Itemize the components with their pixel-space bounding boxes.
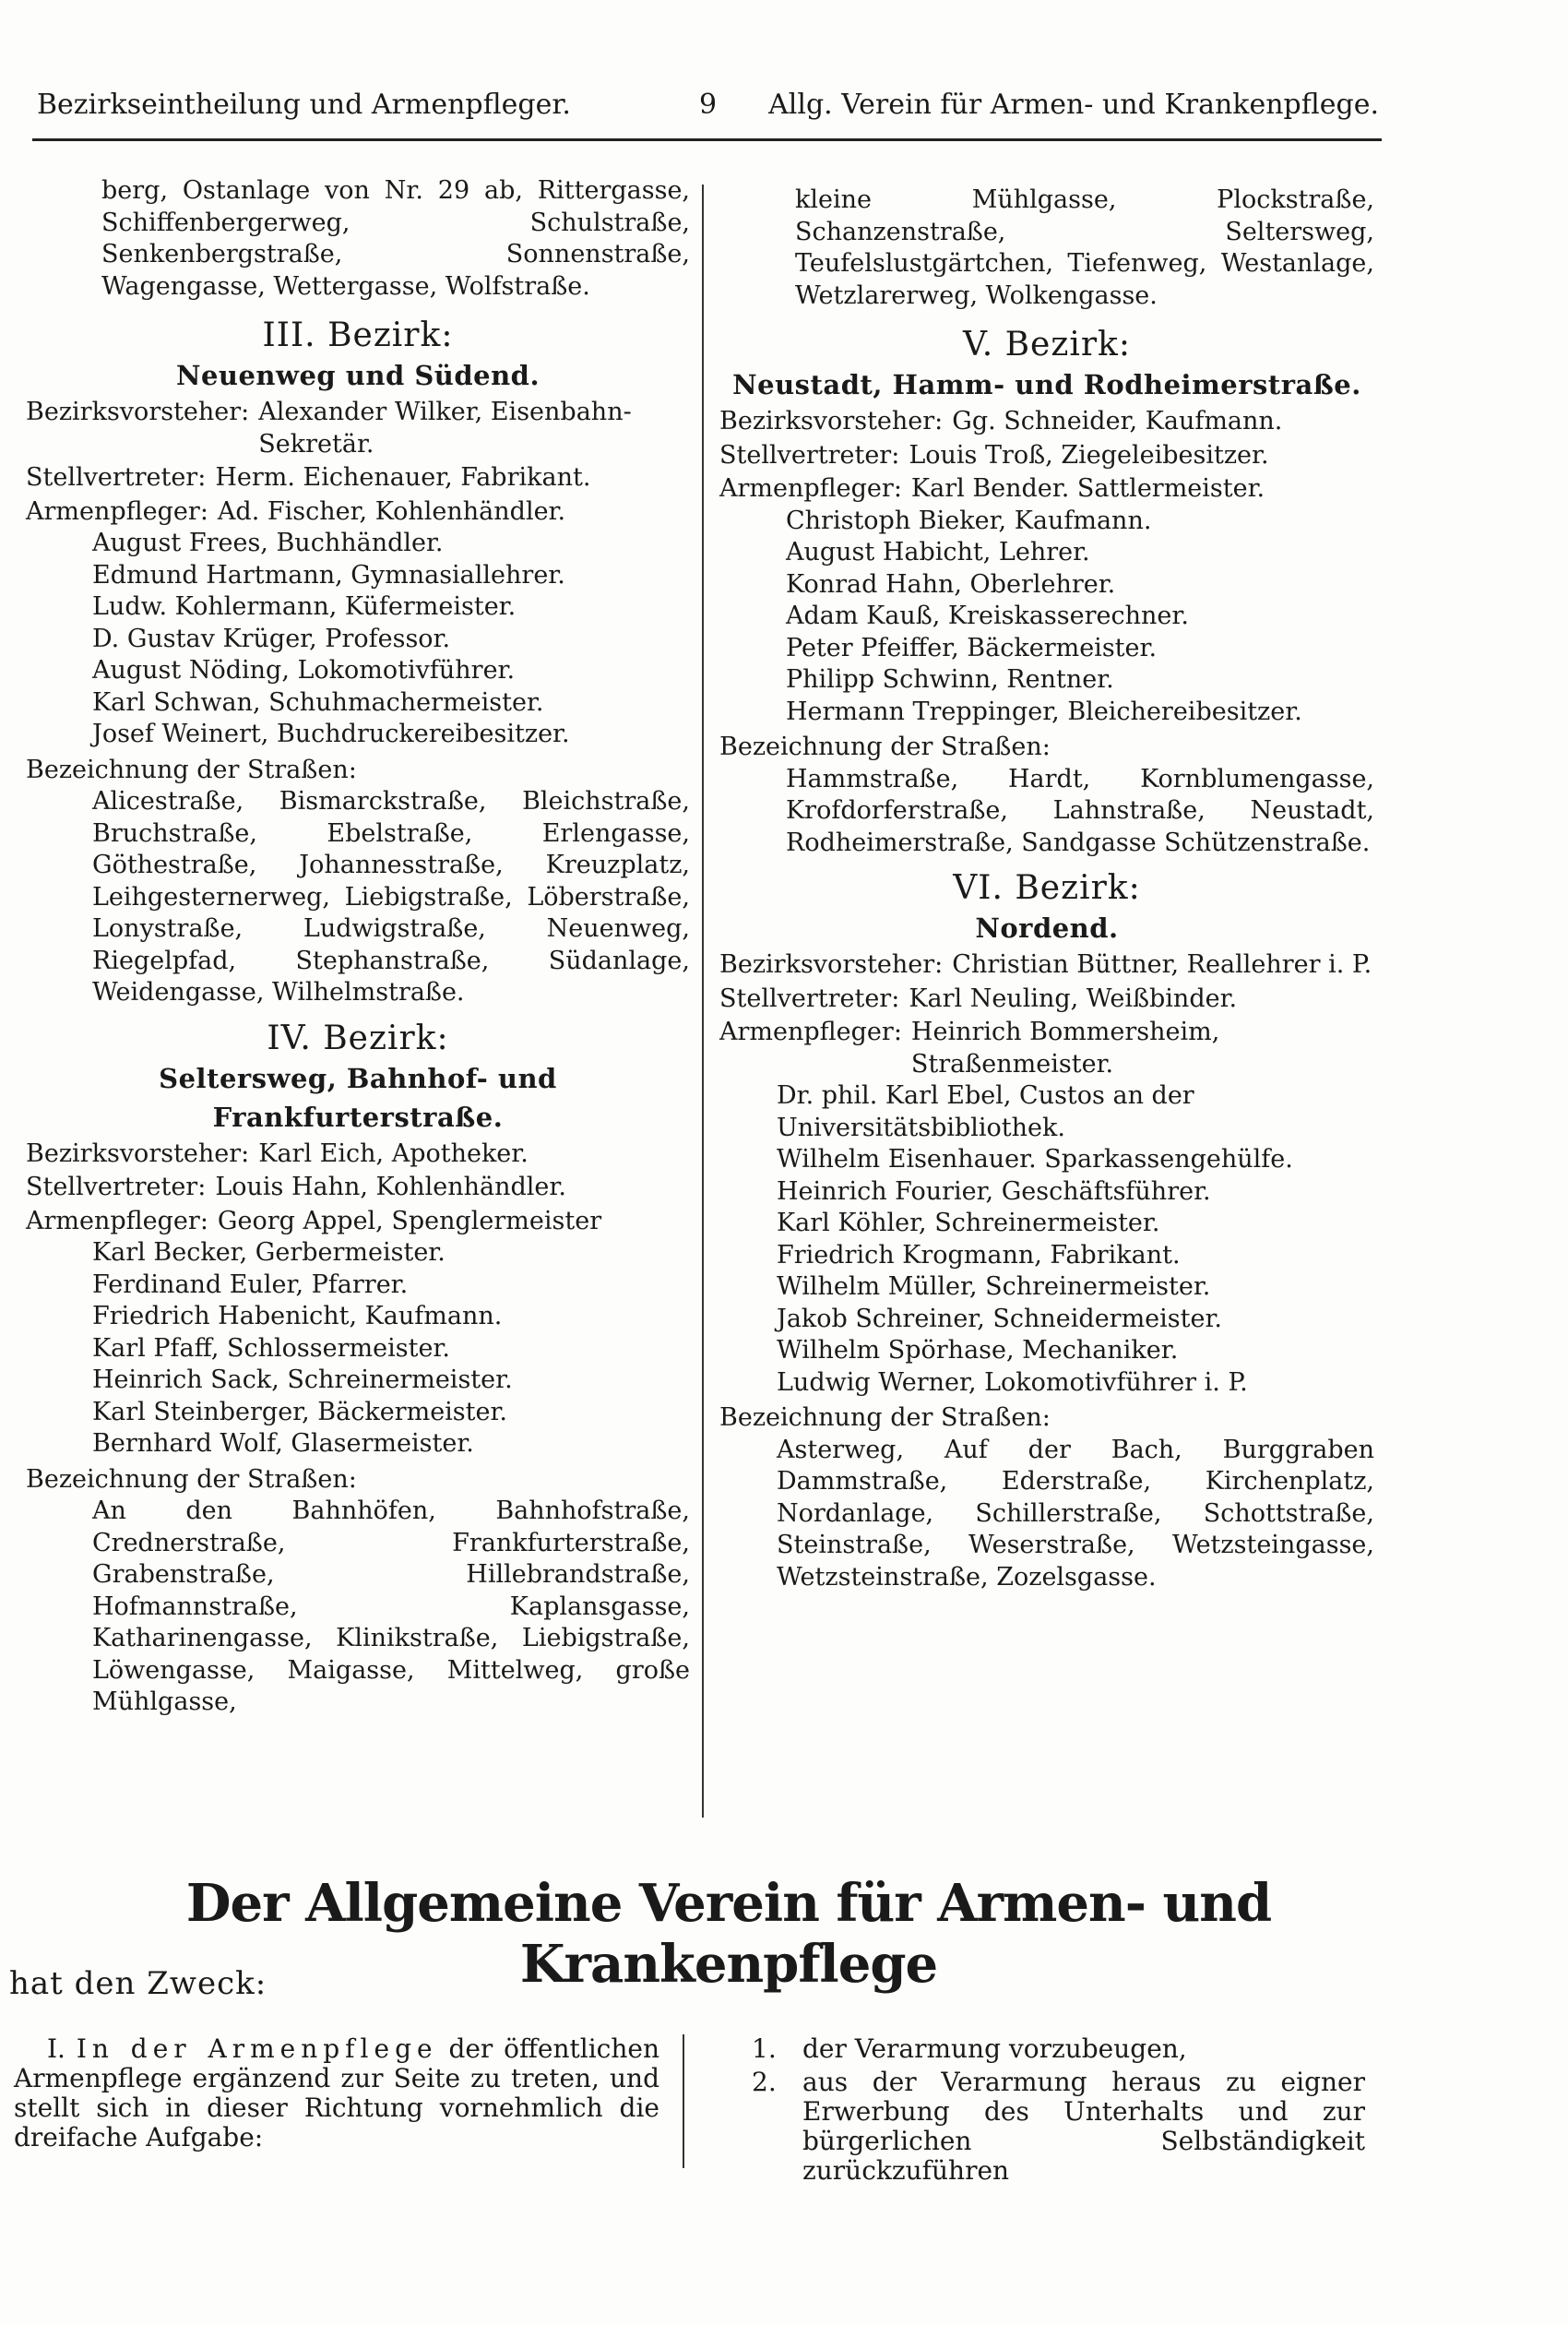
purpose-left-text: [14, 2034, 659, 2152]
spaced-intro: In der Armenpflege: [76, 2033, 438, 2064]
section-subline: hat den Zweck:: [9, 1965, 267, 2002]
page-number: 9: [699, 89, 718, 121]
district-6-vorsteher: [719, 949, 1374, 982]
district-3-stellvertreter: [26, 462, 690, 495]
list-item: Karl Schwan, Schuhmachermeister.: [92, 687, 544, 717]
district-5-title: V. Bezirk:: [963, 326, 1131, 364]
list-item: Dr. phil. Karl Ebel, Custos an der Universitätsbibliothek.: [777, 1081, 1194, 1142]
list-item: [752, 2034, 1365, 2064]
district-3-vorsteher: [26, 397, 690, 460]
streets-label: Bezeichnung der Straßen:: [719, 733, 1051, 761]
list-item: Karl Steinberger, Bäckermeister.: [92, 1397, 508, 1426]
item-number: 1.: [752, 2033, 777, 2064]
list-item: D. Gustav Krüger, Professor.: [92, 624, 451, 653]
list-item: Ferdinand Euler, Pfarrer.: [92, 1270, 409, 1299]
section-title: Der Allgemeine Verein für Armen- und Krankenpflege: [185, 1873, 1272, 1995]
list-item: Heinrich Sack, Schreinermeister.: [92, 1365, 513, 1394]
bottom-column-divider: [683, 2034, 684, 2168]
list-item: Wilhelm Müller, Schreinermeister.: [777, 1272, 1211, 1301]
district-5-streets: Hammstraße, Hardt, Kornblumengasse, Krofdorferstraße, Lahnstraße, Neustadt, Rodheimerstraße, Sandgasse Schützenstraße.: [786, 764, 1374, 857]
stellvertreter-label: Stellvertreter:: [26, 463, 207, 492]
district-4-subtitle: Seltersweg, Bahnhof- und Frankfurterstraße.: [159, 1062, 557, 1133]
armenpfleger-first: Georg Appel, Spenglermeister: [217, 1206, 602, 1235]
armenpfleger-label: Armenpfleger:: [26, 496, 208, 526]
district-6-armenpfleger-list: [719, 1080, 1374, 1399]
list-item: Jakob Schreiner, Schneidermeister.: [777, 1304, 1223, 1333]
header-rule: [32, 138, 1382, 141]
district-3-armenpfleger: [26, 496, 690, 529]
district-6-subtitle: Nordend.: [975, 912, 1119, 944]
vorsteher-name: Christian Büttner, Reallehrer i. P.: [952, 950, 1372, 979]
district-3-subtitle: Neuenweg und Südend.: [175, 360, 540, 391]
district-3-armenpfleger-list: [26, 528, 690, 751]
armenpfleger-first: Ad. Fischer, Kohlenhändler.: [217, 496, 566, 526]
running-header: [37, 81, 1379, 137]
list-item: Friedrich Krogmann, Fabrikant.: [777, 1240, 1181, 1270]
armenpfleger-label: Armenpfleger:: [719, 474, 902, 503]
armenpfleger-first: Heinrich Bommersheim, Straßenmeister.: [910, 1018, 1220, 1079]
list-item: Edmund Hartmann, Gymnasiallehrer.: [92, 560, 565, 590]
vorsteher-label: Bezirksvorsteher:: [719, 407, 944, 435]
list-item: Ludw. Kohlermann, Küfermeister.: [92, 592, 517, 621]
list-item: [752, 2068, 1365, 2186]
list-item: Karl Köhler, Schreinermeister.: [777, 1209, 1160, 1237]
district-5-armenpfleger: [719, 473, 1374, 506]
list-item: August Frees, Buchhändler.: [92, 529, 444, 557]
list-item: Wilhelm Spörhase, Mechaniker.: [777, 1336, 1179, 1365]
header-left-title: Bezirkseintheilung und Armenpfleger.: [37, 89, 571, 121]
district-5-armenpfleger-list: [719, 506, 1374, 729]
item-text: der Verarmung vorzubeugen,: [802, 2033, 1187, 2064]
stellvertreter-label: Stellvertreter:: [26, 1173, 207, 1201]
armenpfleger-label: Armenpfleger:: [719, 1018, 902, 1046]
continuation-text: kleine Mühlgasse, Plockstraße, Schanzenstraße, Seltersweg, Teufelslustgärtchen, Tiefenweg, Westanlage, Wetzlarerweg, Wolkengasse.: [795, 185, 1374, 310]
district-6-armenpfleger: [719, 1017, 1374, 1080]
streets-label: Bezeichnung der Straßen:: [719, 1403, 1051, 1432]
list-item: Adam Kauß, Kreiskasserechner.: [786, 602, 1189, 630]
stellvertreter-label: Stellvertreter:: [719, 984, 900, 1013]
list-item: Friedrich Habenicht, Kaufmann.: [92, 1302, 503, 1330]
column-divider: [702, 185, 704, 1818]
district-4-title: IV. Bezirk:: [267, 1019, 449, 1057]
vorsteher-name: Gg. Schneider, Kaufmann.: [952, 407, 1283, 435]
purpose-text: der öffentlichen Armenpflege ergänzend zur Seite zu treten, und stellt sich in dieser Richtung vornehmlich die dreifache Aufgabe:: [14, 2033, 660, 2152]
left-column: [26, 175, 690, 1719]
list-item: August Habicht, Lehrer.: [786, 538, 1090, 566]
list-item: Josef Weinert, Buchdruckereibesitzer.: [92, 720, 570, 748]
vorsteher-label: Bezirksvorsteher:: [719, 950, 944, 979]
item-text: aus der Verarmung heraus zu eigner Erwerbung des Unterhalts und zur bürgerlichen Selbständigkeit zurückzuführen: [802, 2067, 1365, 2186]
streets-label: Bezeichnung der Straßen:: [26, 1464, 357, 1494]
stellvertreter-name: Louis Troß, Ziegeleibesitzer.: [909, 440, 1269, 470]
vorsteher-name: Karl Eich, Apotheker.: [258, 1139, 529, 1168]
district-5-vorsteher: [719, 406, 1374, 438]
stellvertreter-label: Stellvertreter:: [719, 440, 900, 470]
district-4-vorsteher: [26, 1139, 690, 1171]
district-4-streets: An den Bahnhöfen, Bahnhofstraße, Crednerstraße, Frankfurterstraße, Grabenstraße, Hillebrandstraße, Hofmannstraße, Kaplansgasse, Katharinengasse, Klinikstraße, Liebigstraße, Löwengasse, Maigasse, Mittelweg, große Mühlgasse,: [92, 1496, 690, 1716]
list-item: Hermann Treppinger, Bleichereibesitzer.: [786, 697, 1302, 726]
continuation-text: berg, Ostanlage von Nr. 29 ab, Rittergasse, Schiffenbergerweg, Schulstraße, Senkenbergstraße, Sonnenstraße, Wagengasse, Wettergasse, Wolfstraße.: [101, 176, 690, 301]
list-item: Heinrich Fourier, Geschäftsführer.: [777, 1176, 1211, 1206]
list-item: Philipp Schwinn, Rentner.: [786, 665, 1114, 694]
roman-numeral: I.: [47, 2033, 65, 2064]
streets-label: Bezeichnung der Straßen:: [26, 755, 357, 784]
district-6-streets: Asterweg, Auf der Bach, Burggraben Dammstraße, Ederstraße, Kirchenplatz, Nordanlage, Schillerstraße, Schottstraße, Steinstraße, Weserstraße, Wetzsteingasse, Wetzsteinstraße, Zozelsgasse.: [777, 1435, 1374, 1592]
list-item: August Nöding, Lokomotivführer.: [92, 656, 516, 685]
district-4-armenpfleger: [26, 1206, 690, 1238]
list-item: Christoph Bieker, Kaufmann.: [786, 506, 1152, 535]
district-3-title: III. Bezirk:: [262, 316, 454, 354]
district-5-subtitle: Neustadt, Hamm- und Rodheimerstraße.: [732, 369, 1361, 400]
list-item: Konrad Hahn, Oberlehrer.: [786, 569, 1116, 599]
purpose-list: [752, 2034, 1365, 2189]
district-6-stellvertreter: [719, 984, 1374, 1016]
stellvertreter-name: Herm. Eichenauer, Fabrikant.: [215, 463, 591, 492]
header-right-title: Allg. Verein für Armen- und Krankenpflege.: [768, 89, 1379, 121]
district-4-armenpfleger-list: [26, 1237, 690, 1461]
vorsteher-label: Bezirksvorsteher:: [26, 1139, 250, 1168]
stellvertreter-name: Louis Hahn, Kohlenhändler.: [215, 1173, 566, 1201]
list-item: Bernhard Wolf, Glasermeister.: [92, 1429, 474, 1458]
vorsteher-name: Alexander Wilker, Eisenbahn-Sekretär.: [258, 398, 632, 459]
district-5-stellvertreter: [719, 440, 1374, 472]
list-item: Wilhelm Eisenhauer. Sparkassengehülfe.: [777, 1145, 1293, 1174]
district-4-stellvertreter: [26, 1172, 690, 1204]
district-6-title: VI. Bezirk:: [953, 869, 1141, 907]
armenpfleger-label: Armenpfleger:: [26, 1206, 208, 1235]
list-item: Ludwig Werner, Lokomotivführer i. P.: [777, 1367, 1248, 1397]
district-3-streets: Alicestraße, Bismarckstraße, Bleichstraße, Bruchstraße, Ebelstraße, Erlengasse, Göthestraße, Johannesstraße, Kreuzplatz, Leihgesternerweg, Liebigstraße, Löberstraße, Lonystraße, Ludwigstraße, Neuenweg, Riegelpfad, Stephanstraße, Südanlage, Weidengasse, Wilhelmstraße.: [92, 787, 690, 1007]
list-item: Karl Becker, Gerbermeister.: [92, 1238, 445, 1267]
armenpfleger-first: Karl Bender. Sattlermeister.: [910, 474, 1265, 503]
list-item: Karl Pfaff, Schlossermeister.: [92, 1333, 450, 1363]
list-item: Peter Pfeiffer, Bäckermeister.: [786, 633, 1158, 662]
vorsteher-label: Bezirksvorsteher:: [26, 398, 250, 426]
right-column: [719, 185, 1374, 1593]
stellvertreter-name: Karl Neuling, Weißbinder.: [909, 984, 1238, 1013]
item-number: 2.: [752, 2067, 777, 2097]
